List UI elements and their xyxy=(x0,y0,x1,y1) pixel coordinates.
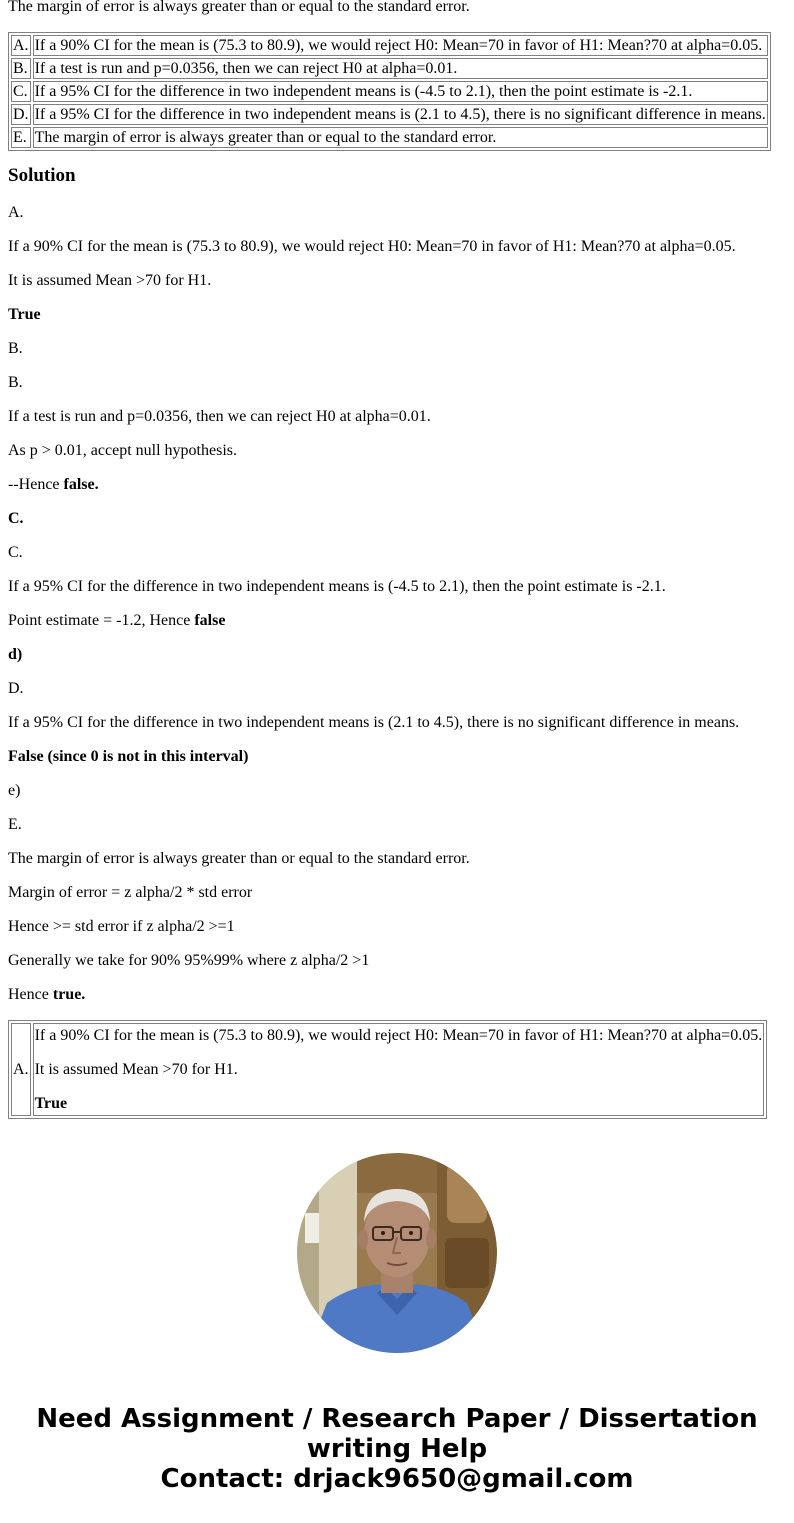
author-avatar xyxy=(297,1153,497,1353)
option-text: If a 95% CI for the difference in two independent means is (2.1 to 4.5), there is no significant difference in means. xyxy=(34,106,766,123)
table-row xyxy=(11,58,768,79)
answer-cell xyxy=(33,1023,765,1116)
part-e-answer xyxy=(8,986,85,1004)
point-estimate-text: Point estimate = -1.2, Hence xyxy=(8,612,195,629)
part-c-label-bold xyxy=(8,510,24,528)
answer-result-text: True xyxy=(34,1095,68,1112)
part-e-condition: Hence >= std error if z alpha/2 >=1 xyxy=(8,918,235,935)
contact-banner xyxy=(0,1404,794,1494)
part-a-question: If a 90% CI for the mean is (75.3 to 80.9), we would reject H0: Mean=70 in favor of H1: Mean?70 at alpha=0.05. xyxy=(8,238,736,255)
table-row xyxy=(11,127,768,148)
part-b-reason: As p > 0.01, accept null hypothesis. xyxy=(8,442,237,459)
part-e-formula: Margin of error = z alpha/2 * std error xyxy=(8,884,253,901)
answer-result xyxy=(35,1095,763,1113)
part-e-general: Generally we take for 90% 95%99% where z alpha/2 >1 xyxy=(8,952,370,969)
answer-letter: A. xyxy=(11,1023,31,1116)
table-row xyxy=(11,104,768,125)
cta-line-1: Need Assignment / Research Paper / Dissertation xyxy=(36,1404,758,1434)
option-letter: E. xyxy=(11,127,31,148)
part-c-label-bold-text: C. xyxy=(8,510,24,527)
option-text: The margin of error is always greater than or equal to the standard error. xyxy=(33,127,768,148)
hence-prefix: Hence xyxy=(8,986,53,1003)
option-letter: C. xyxy=(11,81,31,102)
option-text: If a 90% CI for the mean is (75.3 to 80.9), we would reject H0: Mean=70 in favor of H1: Mean?70 at alpha=0.05. xyxy=(33,35,768,56)
part-d-label-bold xyxy=(8,646,22,664)
part-e-label: E. xyxy=(8,816,22,833)
answer-true: True xyxy=(8,306,41,323)
avatar-image xyxy=(297,1153,497,1353)
part-d-label: D. xyxy=(8,680,24,697)
part-b-answer xyxy=(8,476,99,494)
answer-true: true. xyxy=(52,986,86,1003)
part-e-label-small: e) xyxy=(8,782,21,799)
option-text: If a 95% CI for the difference in two independent means is (-4.5 to 2.1), then the point estimate is -2.1. xyxy=(33,81,768,102)
answer-false-reason: False (since 0 is not in this interval) xyxy=(8,748,249,765)
part-a-label: A. xyxy=(8,204,24,221)
cta-contact-email[interactable]: Contact: drjack9650@gmail.com xyxy=(160,1464,634,1494)
table-row xyxy=(11,35,768,56)
answer-false: false xyxy=(194,612,226,629)
part-b-label: B. xyxy=(8,340,23,357)
part-a-assumption: It is assumed Mean >70 for H1. xyxy=(8,272,212,289)
option-text: If a test is run and p=0.0356, then we can reject H0 at alpha=0.01. xyxy=(33,58,768,79)
part-d-label-bold-text: d) xyxy=(8,646,23,663)
part-a-answer xyxy=(8,306,41,324)
solution-heading: Solution xyxy=(8,165,76,186)
intro-text: The margin of error is always greater than or equal to the standard error. xyxy=(8,0,470,15)
answer-false: false. xyxy=(63,476,99,493)
part-b-question: If a test is run and p=0.0356, then we can reject H0 at alpha=0.01. xyxy=(8,408,431,425)
part-c-answer xyxy=(8,612,225,630)
answer-question: If a 90% CI for the mean is (75.3 to 80.9), we would reject H0: Mean=70 in favor of H1: Mean?70 at alpha=0.05. xyxy=(34,1027,763,1044)
hence-prefix: --Hence xyxy=(8,476,64,493)
table-row xyxy=(11,81,768,102)
option-letter: B. xyxy=(11,58,31,79)
option-letter: A. xyxy=(13,37,29,54)
part-c-question: If a 95% CI for the difference in two independent means is (-4.5 to 2.1), then the point estimate is -2.1. xyxy=(8,578,666,595)
part-c-label: C. xyxy=(8,544,23,561)
part-e-question: The margin of error is always greater than or equal to the standard error. xyxy=(8,850,470,867)
cta-line-2: writing Help xyxy=(306,1434,488,1464)
table-row xyxy=(11,1023,764,1116)
answer-table xyxy=(8,1020,767,1119)
answer-assumption: It is assumed Mean >70 for H1. xyxy=(34,1061,238,1078)
question-table xyxy=(8,32,771,151)
option-letter: D. xyxy=(13,106,29,123)
part-b-label-repeat: B. xyxy=(8,374,23,391)
part-d-question: If a 95% CI for the difference in two independent means is (2.1 to 4.5), there is no significant difference in means. xyxy=(8,714,740,731)
part-d-answer xyxy=(8,748,248,766)
